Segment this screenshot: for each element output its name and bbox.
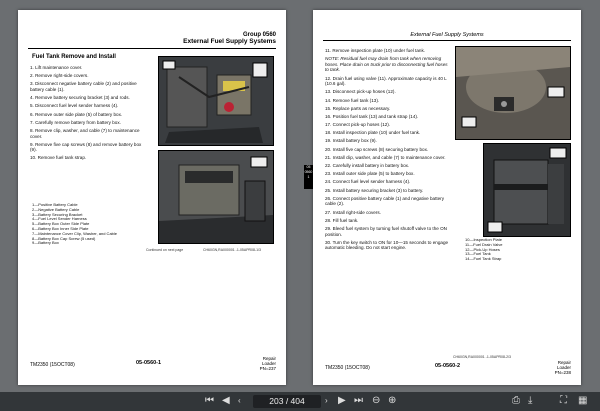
battery-photo-graphic xyxy=(159,57,273,145)
battery-box-photo-graphic xyxy=(159,151,273,243)
fullscreen-icon[interactable]: ⛶ xyxy=(560,395,567,406)
step: 19. Install battery box (9). xyxy=(325,138,377,144)
zoom-out-icon[interactable]: ⊖ xyxy=(372,395,381,406)
header-rule xyxy=(323,40,571,41)
left-page xyxy=(18,10,286,385)
tm-number: TM2350 (15OCT08) xyxy=(30,362,75,368)
footer-pn: PN=238 xyxy=(554,370,571,375)
tab-line: 0560 xyxy=(304,170,313,174)
step: 29. Bleed fuel system by turning fuel shutoff valve to the ON position. xyxy=(325,225,447,237)
section-tab xyxy=(304,165,313,189)
right-legend xyxy=(465,238,502,262)
footer-repair: Repair xyxy=(262,356,276,361)
reference-code: CH60GN,RA000001 -1-05APR08-1/3 xyxy=(203,248,261,252)
legend-item: 12—Pick-Up Hoses xyxy=(465,246,500,252)
footer-pn: PN=237 xyxy=(259,366,276,371)
left-page-header xyxy=(183,32,276,45)
fuel-tank-strap-photo xyxy=(483,143,571,237)
legend-item: 3—Battery Securing Bracket xyxy=(32,211,83,217)
section-title: External Fuel Supply Systems xyxy=(183,38,276,45)
viewer-toolbar xyxy=(0,392,600,411)
step: 16. Position fuel tank (13) and tank strap (14). xyxy=(325,113,419,119)
group-number: Group 0560 xyxy=(242,32,276,38)
step: 1. Lift maintenance cover. xyxy=(30,65,83,70)
step: 26. Connect positive battery cable (1) and negative battery cable (2). xyxy=(325,195,444,207)
legend-item: 7—Maintenance Cover Clip, Washer, and Cable xyxy=(32,230,118,236)
step: 10. Remove fuel tank strap. xyxy=(30,155,87,161)
legend-item: 14—Fuel Tank Strap xyxy=(465,256,502,262)
tab-line: 05 xyxy=(306,165,311,169)
tab-line: 1 xyxy=(307,175,310,179)
total-pages: / 404 xyxy=(285,396,305,406)
step: 24. Connect fuel level sender harness (4). xyxy=(325,179,411,185)
step: 11. Remove inspection plate (10) under fuel tank. xyxy=(325,48,426,53)
right-page xyxy=(313,10,581,385)
right-steps xyxy=(325,48,451,254)
right-page-header: External Fuel Supply Systems xyxy=(410,32,484,38)
legend-item: 2—Negative Battery Cable xyxy=(32,206,80,212)
step: 15. Replace parts as necessary. xyxy=(325,105,391,111)
legend-item: 11—Fuel Drain Valve xyxy=(465,241,503,247)
continued-note: Continued on next page xyxy=(146,248,184,252)
last-page-icon[interactable]: ⏭ xyxy=(354,395,363,406)
step: 13. Disconnect pick-up hoses (12). xyxy=(325,89,396,95)
step: 8. Remove clip, washer, and cable (7) to maintenance cover. xyxy=(30,127,140,139)
step: 4. Remove battery securing bracket (3) and rods. xyxy=(30,95,130,101)
procedure-title: Fuel Tank Remove and Install xyxy=(32,54,116,60)
legend-item: 5—Battery Box Outer Side Plate xyxy=(32,221,90,227)
print-icon[interactable]: ⎙ xyxy=(512,395,520,406)
fuel-tank-photo xyxy=(455,46,571,140)
step: 12. Drain fuel using valve (11). Approximate capacity is 40 L (10.6 gal). xyxy=(325,75,447,87)
left-steps xyxy=(30,65,148,164)
fuel-tank-strap-photo-graphic xyxy=(484,144,570,236)
step: 22. Carefully install battery in battery box. xyxy=(325,163,410,169)
legend-item: 13—Fuel Tank xyxy=(465,251,491,257)
footer-info xyxy=(555,360,571,375)
next-page-arrow-icon[interactable]: › xyxy=(325,396,328,405)
legend-item: 4—Fuel Level Sender Harness xyxy=(32,216,87,222)
page-number: 05-0560-1 xyxy=(136,360,162,366)
legend-item: 8—Battery Box Cap Screw (5 used) xyxy=(32,235,96,241)
step: 27. Install right-side covers. xyxy=(325,209,381,215)
legend-item: 1—Positive Battery Cable xyxy=(32,202,78,207)
battery-photo xyxy=(158,56,274,146)
page-number: 05-0560-2 xyxy=(435,363,461,369)
fuel-tank-photo-graphic xyxy=(456,47,570,139)
step: 20. Install five cap screws (8) securing battery box. xyxy=(325,146,429,152)
step: 28. Fill fuel tank. xyxy=(325,217,359,223)
step: 9. Remove five cap screws (8) and remove battery box (9). xyxy=(30,141,142,153)
tm-number: TM2350 (15OCT08) xyxy=(325,365,370,371)
left-legend xyxy=(32,203,117,246)
legend-item: 9—Battery Box xyxy=(32,240,59,246)
step: 2. Remove right-side covers. xyxy=(30,73,89,79)
reference-code: CH60GN,RA000001 -1-05APR08-2/3 xyxy=(453,355,511,359)
step: 23. Install outer side plate (5) to battery box. xyxy=(325,171,415,177)
legend-item: 10—Inspection Plate xyxy=(465,237,502,242)
prev-page-arrow-icon[interactable]: ‹ xyxy=(238,396,241,405)
step: 21. Install clip, washer, and cable (7) to maintenance cover. xyxy=(325,154,446,160)
prev-page-icon[interactable]: ◀ xyxy=(222,395,230,406)
legend-item: 6—Battery Box Inner Side Plate xyxy=(32,225,89,231)
step: 5. Disconnect fuel level sender harness (4). xyxy=(30,103,119,109)
step: 17. Connect pick-up hoses (12). xyxy=(325,122,391,128)
footer-repair: Repair xyxy=(557,360,571,365)
note: NOTE: Residual fuel may drain from tank when removing hoses. Place drain on truck prior to disconnecting fuel hoses to tank. xyxy=(325,56,448,73)
footer-loader: Loader xyxy=(261,361,276,366)
step: 6. Remove outer side plate (5) of battery box. xyxy=(30,111,123,117)
step: 30. Turn the key switch to ON for 10—15 seconds to engage automatic bleeding. Do not start engine. xyxy=(325,239,449,251)
footer-info xyxy=(260,356,276,371)
current-page-input[interactable]: 203 xyxy=(269,396,284,406)
save-icon[interactable]: ⤓ xyxy=(528,395,533,406)
footer-loader: Loader xyxy=(556,365,571,370)
step: 25. Install battery securing bracket (3) to battery. xyxy=(325,187,424,193)
step: 18. Install inspection plate (10) under fuel tank. xyxy=(325,130,421,136)
page-indicator[interactable] xyxy=(253,395,321,408)
zoom-in-icon[interactable]: ⊕ xyxy=(388,395,397,406)
step: 3. Disconnect negative battery cable (2) and positive battery cable (1). xyxy=(30,81,137,92)
next-page-icon[interactable]: ▶ xyxy=(338,395,346,406)
step: 14. Remove fuel tank (13). xyxy=(325,97,380,103)
step: 7. Carefully remove battery from battery box. xyxy=(30,119,121,125)
header-rule xyxy=(28,48,276,49)
battery-box-photo xyxy=(158,150,274,244)
first-page-icon[interactable]: ⏮ xyxy=(205,395,214,406)
grid-view-icon[interactable]: ▦ xyxy=(578,395,588,406)
